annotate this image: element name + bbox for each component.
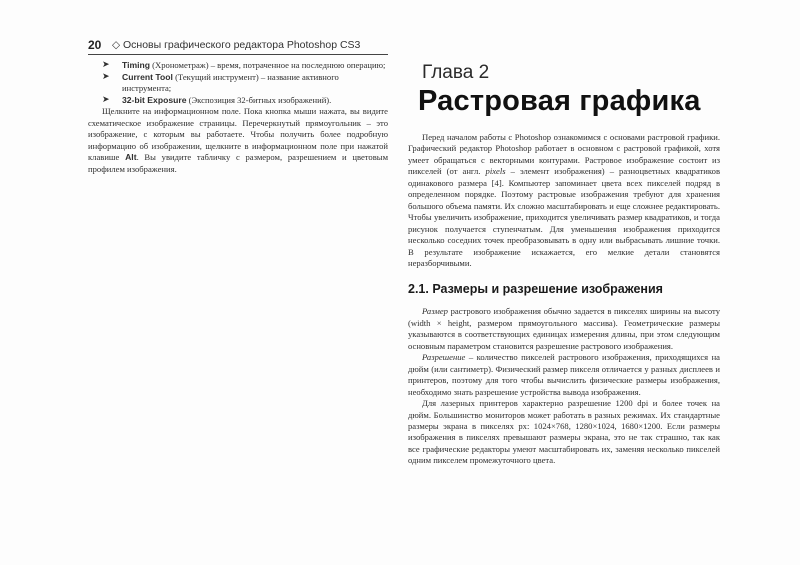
status-items-list <box>88 60 388 106</box>
right-column <box>408 62 720 467</box>
running-header <box>88 38 388 52</box>
emphasis: pixels <box>485 166 506 177</box>
paragraph <box>88 106 388 175</box>
term: 32-bit Exposure <box>122 94 187 105</box>
arrow-bullet-icon: ➤ <box>102 71 110 82</box>
term: Current Tool <box>122 71 173 82</box>
left-column <box>88 60 388 175</box>
header-rule <box>88 54 388 55</box>
paragraph-text: – количество пикселей растрового изображения, приходящихся на дюйм (или сантиметр). Физический размер пикселя отличается у разных дисплеев и принтеров, поэтому для того чтобы вычислить физические размеры изображения, необходимо знать разрешение устройства вывода изображения. <box>408 352 720 397</box>
running-title: ◇ Основы графического редактора Photoshop CS3 <box>112 39 361 51</box>
paragraph-text: растрового изображения обычно задается в пикселях ширины на высоту (width × height, размером прямоугольного массива). Геометрические размеры указываются в соответствующих единицах измерения длины, при этом следующим основным параметром становится разрешение растрового изображения. <box>408 306 720 351</box>
page-number: 20 <box>88 38 102 52</box>
paragraph-text: Щелкните на информационном поле. Пока кнопка мыши нажата, вы видите схематическое изображение страницы. Перечеркнутый прямоугольник – это изображение, с которым вы работаете. Чтобы получить более подробную информацию об изображении, щелкните в информационном поле при нажатой клавише <box>88 106 388 162</box>
section-title: 2.1. Размеры и разрешение изображения <box>408 282 663 297</box>
paragraph: Для лазерных принтеров характерно разрешение 1200 dpi и более точек на дюйм. Большинство мониторов может работать в разных режимах. Их стандартные размеры экрана в пикселях px: 1024×768, 1280×1024, 1680×1200. Если размеры изображения в пикселях превышают размеры экрана, это не так страшно, так как все графические редакторы умеют масштабировать их, заменяя несколько пикселей одним пикселем промежуточного цвета. <box>408 398 720 466</box>
paragraph-text: Перед началом работы с Photoshop ознакомимся с основами растровой графики. Графический редактор Photoshop работает в основном с растровой графикой, хотя умеет обращаться с векторными контурами. Растровое изображение состоит из пикселей (от англ. <box>408 132 720 177</box>
list-item <box>88 60 388 72</box>
chapter-title: Растровая графика <box>418 85 701 117</box>
list-item <box>88 72 388 95</box>
paragraph-text: – элемент изображения) – разноцветных квадратиков одинакового размера [4]. Компьютер запоминает цвета всех пикселей подряд в определенном порядке. Поэтому растровые изображения требуют для хранения большого объема памяти. Их сложно масштабировать и еще сложнее редактировать. Чтобы увеличить изображение, приходится увеличивать размер квадратиков, и тогда рисунок получается ступенчатым. Для уменьшения изображения приходится несколько соседних точек преобразовывать в одну или выбрасывать лишние точки. В результате изображение искажается, его мелкие детали становятся неразборчивыми. <box>408 166 721 268</box>
paragraph <box>408 306 720 352</box>
key-name: Alt <box>125 152 137 162</box>
term-description: (Экспозиция 32-битных изображений). <box>186 94 332 105</box>
intro-paragraph <box>408 132 720 269</box>
paragraph <box>408 352 720 398</box>
chapter-label: Глава 2 <box>422 62 490 83</box>
arrow-bullet-icon: ➤ <box>102 60 110 70</box>
term-description: (Хронометраж) – время, потраченное на последнюю операцию; <box>150 60 386 70</box>
emphasis: Разрешение <box>422 352 466 363</box>
arrow-bullet-icon: ➤ <box>102 94 110 105</box>
paragraph-text: . Вы увидите табличку с размером, разрешением и цветовым профилем изображения. <box>88 152 389 174</box>
term: Timing <box>122 60 151 70</box>
emphasis: Размер <box>422 306 448 317</box>
term-description: (Текущий инструмент) – название активного инструмента; <box>122 71 339 93</box>
list-item <box>88 95 388 107</box>
